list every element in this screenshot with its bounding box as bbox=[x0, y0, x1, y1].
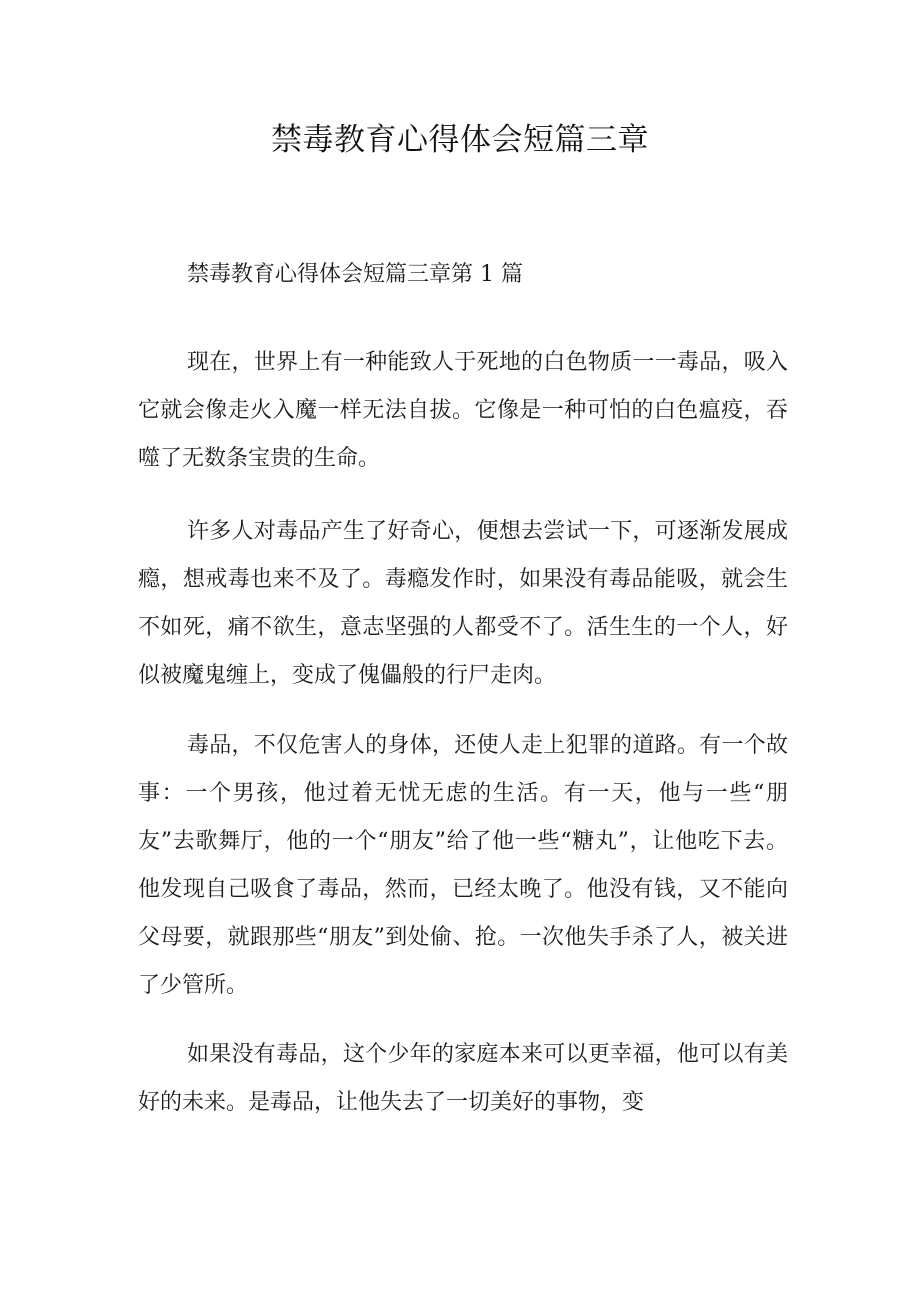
paragraph-1: 现在，世界上有一种能致人于死地的白色物质一一毒品，吸入它就会像走火入魔一样无法自拔。它像是一种可怕的白色瘟疫，吞噬了无数条宝贵的生命。 bbox=[138, 350, 788, 471]
paragraph-2: 许多人对毒品产生了好奇心，便想去尝试一下，可逐渐发展成瘾，想戒毒也来不及了。毒瘾发作时，如果没有毒品能吸，就会生不如死，痛不欲生，意志坚强的人都受不了。活生生的一个人，好似被魔鬼缠上，变成了傀儡般的行尸走肉。 bbox=[138, 519, 788, 688]
paragraph-3: 毒品，不仅危害人的身体，还使人走上犯罪的道路。有一个故事：一个男孩，他过着无忧无虑的生活。有一天，他与一些“朋友”去歌舞厅，他的一个“朋友”给了他一些“糖丸”，让他吃下去。他发现自己吸食了毒品，然而，已经太晚了。他没有钱，又不能向父母要，就跟那些“朋友”到处偷、抢。一次他失手杀了人，被关进了少管所。 bbox=[138, 733, 788, 998]
section-heading: 禁毒教育心得体会短篇三章第 1 篇 bbox=[187, 262, 523, 287]
document-title: 禁毒教育心得体会短篇三章 bbox=[271, 122, 649, 158]
paragraph-4: 如果没有毒品，这个少年的家庭本来可以更幸福，他可以有美好的未来。是毒品，让他失去了一切美好的事物，变 bbox=[138, 1042, 788, 1115]
